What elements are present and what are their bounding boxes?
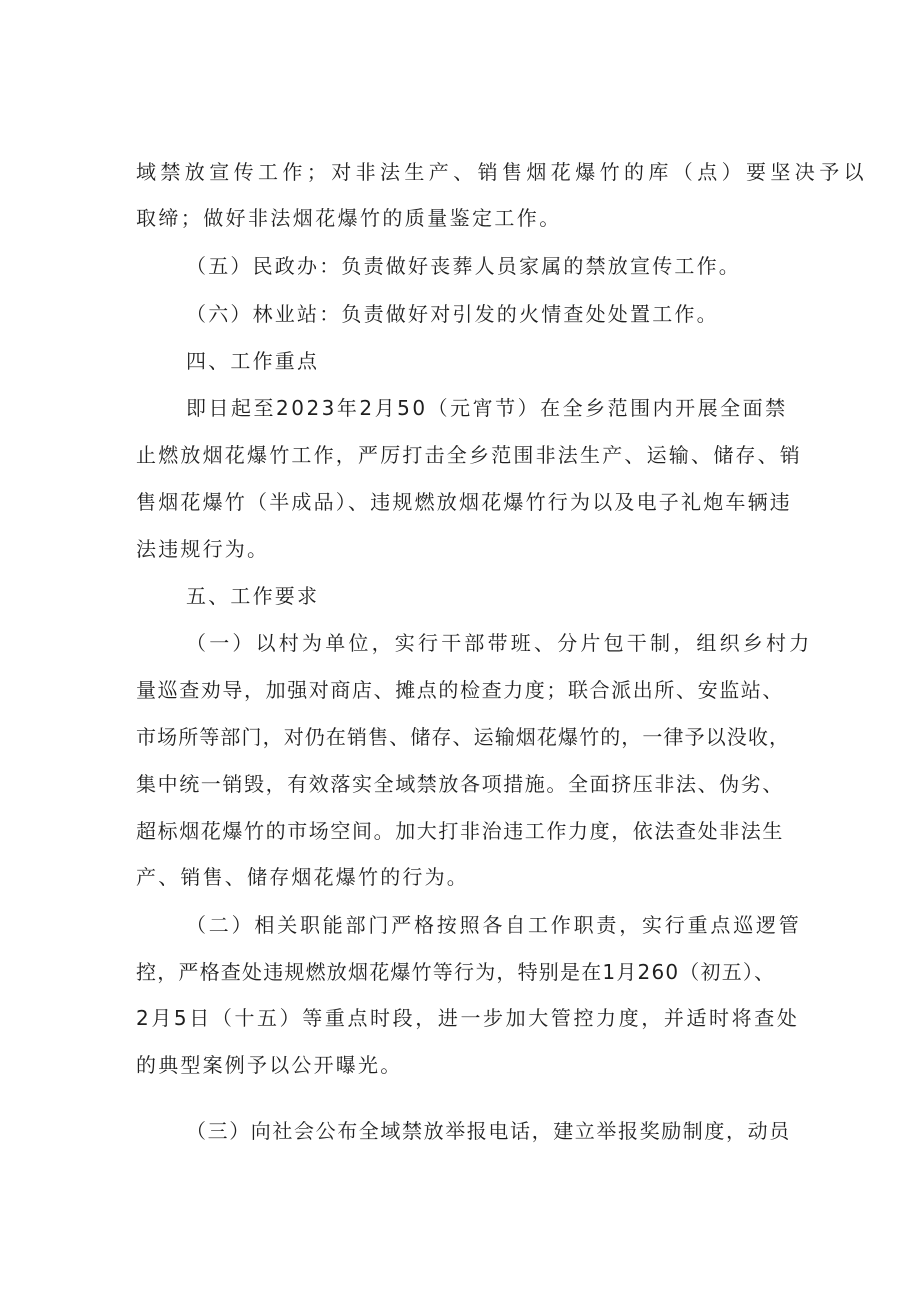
text-line (0, 623, 920, 663)
text-line (0, 529, 920, 569)
text-line-content: 域禁放宣传工作；对非法生产、销售烟花爆竹的库（点）要坚决予以 (136, 160, 868, 184)
text-line (0, 952, 920, 992)
text-line (0, 811, 920, 851)
text-line (0, 246, 920, 286)
text-line-content: 四、工作重点 (186, 349, 320, 373)
text-line-content: 2月5日（十五）等重点时段，进一步加大管控力度，并适时将查处 (136, 1006, 800, 1030)
text-line (0, 857, 920, 897)
text-line-content: （三）向社会公布全域禁放举报电话，建立举报奖励制度，动员 (186, 1119, 791, 1143)
text-line (0, 388, 920, 428)
text-line (0, 152, 920, 192)
text-line (0, 764, 920, 804)
text-line-content: 控，严格查处违规燃放烟花爆竹等行为，特别是在1月260（初五）、 (136, 960, 776, 984)
text-line (0, 998, 920, 1038)
text-line (0, 670, 920, 710)
text-line-content: 五、工作要求 (186, 584, 320, 608)
text-line (0, 294, 920, 334)
text-line (0, 435, 920, 475)
text-line-content: 止燃放烟花爆竹工作，严厉打击全乡范围非法生产、运输、储存、销 (136, 443, 802, 467)
text-line-content: 产、销售、储存烟花爆竹的行为。 (136, 865, 469, 889)
text-line-content: 取缔；做好非法烟花爆竹的质量鉴定工作。 (136, 206, 562, 230)
text-line-content: （二）相关职能部门严格按照各自工作职责，实行重点巡逻管 (186, 913, 802, 937)
text-line (0, 482, 920, 522)
text-line (0, 905, 920, 945)
text-line-content: 的典型案例予以公开曝光。 (136, 1053, 403, 1077)
text-line (0, 198, 920, 238)
text-line-content: 法违规行为。 (136, 537, 270, 561)
text-line (0, 1045, 920, 1085)
text-line-content: 市场所等部门，对仍在销售、储存、运输烟花爆竹的，一律予以没收， (136, 725, 791, 749)
text-line-content: 量巡查劝导，加强对商店、摊点的检查力度；联合派出所、安监站、 (136, 678, 784, 702)
text-line-content: 集中统一销毁，有效落实全域禁放各项措施。全面挤压非法、伪劣、 (136, 772, 784, 796)
text-line-content: （六）林业站：负责做好对引发的火情查处处置工作。 (186, 302, 719, 326)
text-line-content: 售烟花爆竹（半成品）、违规燃放烟花爆竹行为以及电子礼炮车辆违 (136, 490, 792, 514)
text-line-content: 超标烟花爆竹的市场空间。加大打非治违工作力度，依法查处非法生 (136, 819, 784, 843)
text-line-content: （一）以村为单位，实行干部带班、分片包干制，组织乡村力 (186, 631, 813, 655)
text-line (0, 717, 920, 757)
text-line (0, 1111, 920, 1151)
text-line-content: （五）民政办：负责做好丧葬人员家属的禁放宣传工作。 (186, 254, 741, 278)
text-line-content: 即日起至2023年2月50（元宵节）在全乡范围内开展全面禁 (186, 396, 788, 420)
text-line (0, 341, 920, 381)
text-line (0, 576, 920, 616)
